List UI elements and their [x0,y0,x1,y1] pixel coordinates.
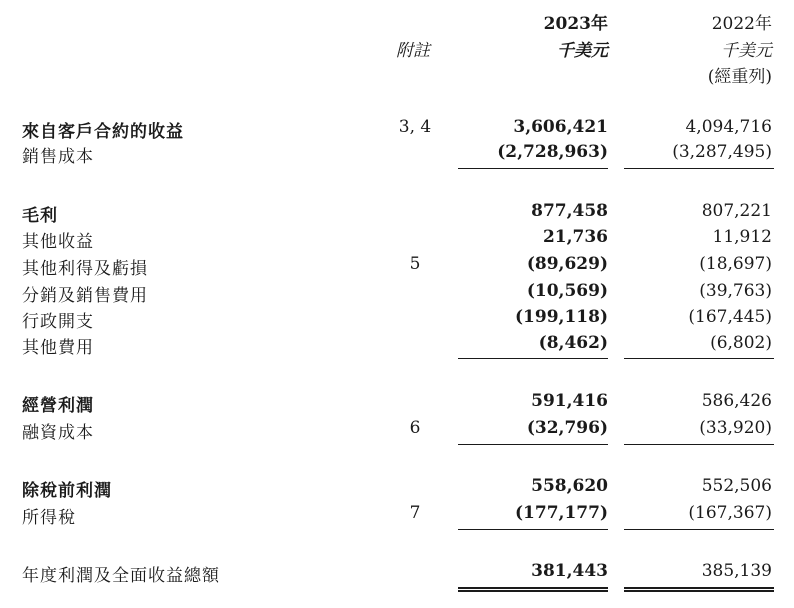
row-value-2023: (10,569) [526,281,608,301]
year-2023-header: 2023年 [543,14,608,34]
row-label: 銷售成本 [22,147,94,167]
table-row-gross-profit [0,201,794,227]
table-row-operating-profit [0,391,794,417]
total-double-rule-2022 [624,587,774,592]
subtotal-rule-2022 [624,529,774,530]
row-value-2022: 11,912 [712,227,772,247]
table-row-revenue [0,117,794,143]
unit-2022-header: 千美元 [721,41,772,61]
subtotal-rule-2023 [458,358,608,359]
row-value-2023: (89,629) [526,254,608,274]
table-row-distribution-selling [0,281,794,307]
row-label: 毛利 [22,206,58,226]
table-row-profit-before-tax [0,476,794,502]
row-value-2023: 591,416 [531,391,608,411]
row-value-2022: (33,920) [699,418,772,438]
row-value-2022: (3,287,495) [672,142,772,162]
row-value-2022: 4,094,716 [685,117,772,137]
row-note: 3, 4 [398,117,432,137]
row-value-2022: (6,802) [710,333,772,353]
row-label: 經營利潤 [22,396,94,416]
row-note: 6 [409,418,421,438]
table-row-total-comprehensive-income [0,561,794,587]
row-value-2023: 558,620 [531,476,608,496]
row-value-2023: 877,458 [531,201,608,221]
note-column-header: 附註 [396,41,430,61]
subtotal-rule-2023 [458,529,608,530]
row-value-2022: 586,426 [701,391,772,411]
row-label: 其他收益 [22,232,94,252]
row-value-2023: (32,796) [526,418,608,438]
table-row-income-tax [0,503,794,529]
row-value-2023: (177,177) [515,503,608,523]
row-value-2023: (8,462) [538,333,608,353]
table-row-other-income [0,227,794,253]
row-value-2023: 21,736 [542,227,608,247]
row-value-2023: (2,728,963) [497,142,608,162]
subtotal-rule-2023 [458,168,608,169]
total-double-rule-2023 [458,587,608,592]
row-label: 其他費用 [22,338,94,358]
row-label: 除稅前利潤 [22,481,112,501]
row-note: 5 [409,254,421,274]
unit-2023-header: 千美元 [557,41,608,61]
row-label: 融資成本 [22,423,94,443]
restated-2022-header: (經重列) [707,67,772,87]
row-value-2022: 552,506 [701,476,772,496]
row-value-2022: (167,445) [688,307,772,327]
row-label: 其他利得及虧損 [22,259,148,279]
table-row-other-gains-losses [0,254,794,280]
row-label: 所得稅 [22,508,76,528]
row-value-2023: 3,606,421 [513,117,608,137]
row-value-2022: 385,139 [701,561,772,581]
table-row-other-expenses [0,333,794,359]
row-value-2023: 381,443 [531,561,608,581]
row-value-2022: (18,697) [699,254,772,274]
subtotal-rule-2022 [624,358,774,359]
row-label: 行政開支 [22,312,94,332]
row-value-2023: (199,118) [515,307,608,327]
subtotal-rule-2022 [624,168,774,169]
row-value-2022: (167,367) [688,503,772,523]
row-label: 分銷及銷售費用 [22,286,148,306]
row-label: 年度利潤及全面收益總額 [22,566,220,586]
table-row-finance-costs [0,418,794,444]
row-value-2022: 807,221 [701,201,772,221]
year-2022-header: 2022年 [711,14,772,34]
row-value-2022: (39,763) [699,281,772,301]
table-row-cost-of-sales [0,142,794,168]
row-label: 來自客戶合約的收益 [22,122,184,142]
subtotal-rule-2023 [458,444,608,445]
table-row-administrative [0,307,794,333]
subtotal-rule-2022 [624,444,774,445]
row-note: 7 [409,503,421,523]
